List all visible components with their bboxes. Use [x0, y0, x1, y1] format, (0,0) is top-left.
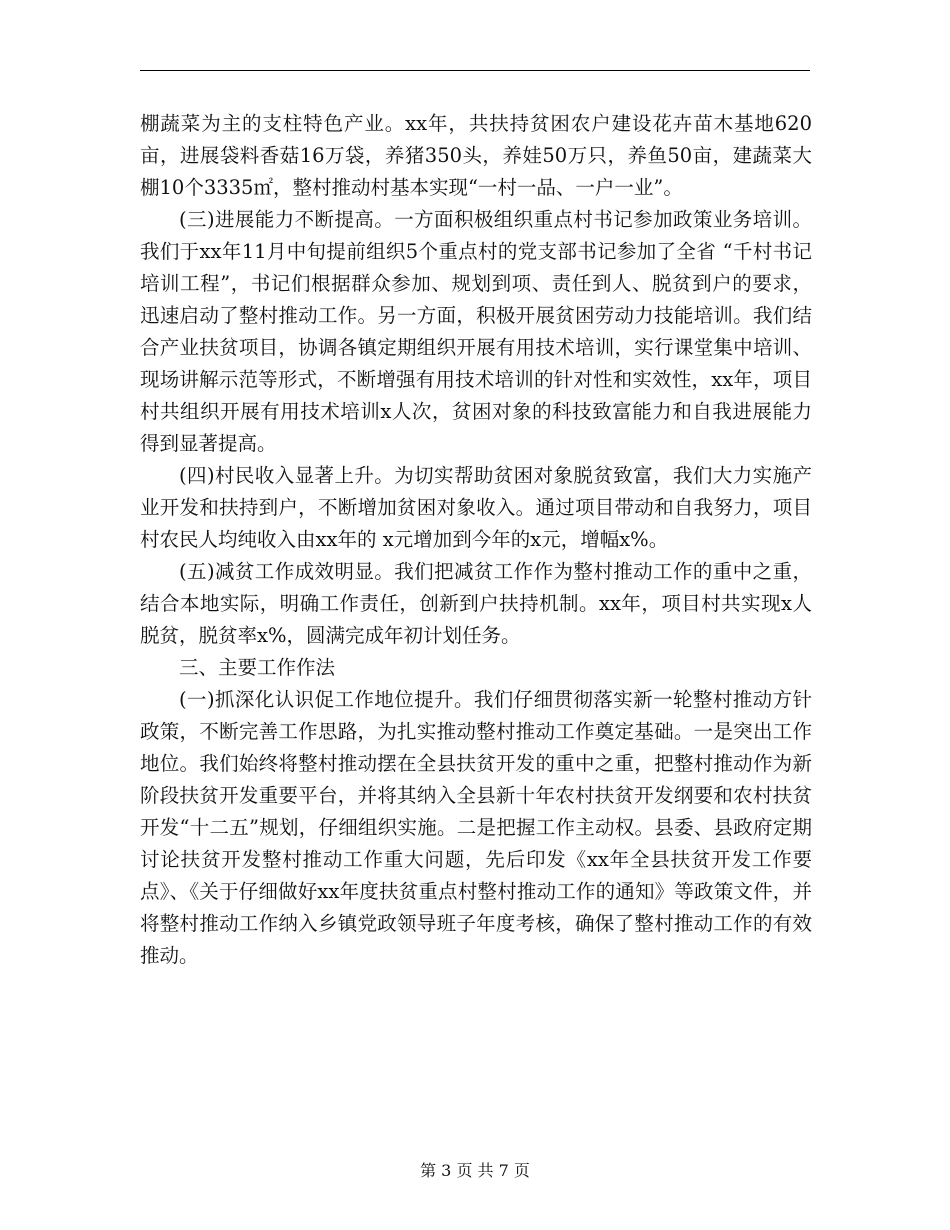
body-text: [140, 108, 812, 972]
paragraph-section-5: (五)减贫工作成效明显。我们把减贫工作作为整村推动工作的重中之重，结合本地实际，明确工作责任，创新到户扶持机制。xx年，项目村共实现x人脱贫，脱贫率x%，圆满完成年初计划任务。: [140, 560, 812, 647]
paragraph-method-1: (一)抓深化认识促工作地位提升。我们仔细贯彻落实新一轮整村推动方针政策，不断完善工作思路，为扎实推动整村推动工作奠定基础。一是突出工作地位。我们始终将整村推动摆在全县扶贫开发的重中之重，把整村推动作为新阶段扶贫开发重要平台，并将其纳入全县新十年农村扶贫开发纲要和农村扶贫开发“十二五”规划，仔细组织实施。二是把握工作主动权。县委、县政府定期讨论扶贫开发整村推动工作重大问题，先后印发《xx年全县扶贫开发工作要点》、《关于仔细做好xx年度扶贫重点村整村推动工作的通知》等政策文件，并将整村推动工作纳入乡镇党政领导班子年度考核，确保了整村推动工作的有效推动。: [140, 688, 812, 967]
header-rule: [140, 70, 810, 71]
paragraph-section-4: (四)村民收入显著上升。为切实帮助贫困对象脱贫致富，我们大力实施产业开发和扶持到户，不断增加贫困对象收入。通过项目带动和自我努力，项目村农民人均纯收入由xx年的 x元增加到今年的x元，增幅x%。: [140, 464, 812, 551]
paragraph-section-3: (三)进展能力不断提高。一方面积极组织重点村书记参加政策业务培训。我们于xx年11月中旬提前组织5个重点村的党支部书记参加了全省 “千村书记培训工程”，书记们根据群众参加、规划到项、责任到人、脱贫到户的要求，迅速启动了整村推动工作。另一方面，积极开展贫困劳动力技能培训。我们结合产业扶贫项目，协调各镇定期组织开展有用技术培训，实行课堂集中培训、现场讲解示范等形式，不断增强有用技术培训的针对性和实效性，xx年，项目村共组织开展有用技术培训x人次，贫困对象的科技致富能力和自我进展能力得到显著提高。: [140, 208, 812, 455]
paragraph-continuation: 棚蔬菜为主的支柱特色产业。xx年，共扶持贫困农户建设花卉苗木基地620亩，进展袋料香菇16万袋，养猪350头，养娃50万只，养鱼50亩，建蔬菜大棚10个3335㎡，整村推动村基本实现“一村一品、一户一业”。: [140, 112, 812, 199]
page-footer: 第 3 页 共 7 页: [420, 1161, 530, 1180]
section-heading-main-methods: 三、主要工作作法: [179, 656, 336, 679]
